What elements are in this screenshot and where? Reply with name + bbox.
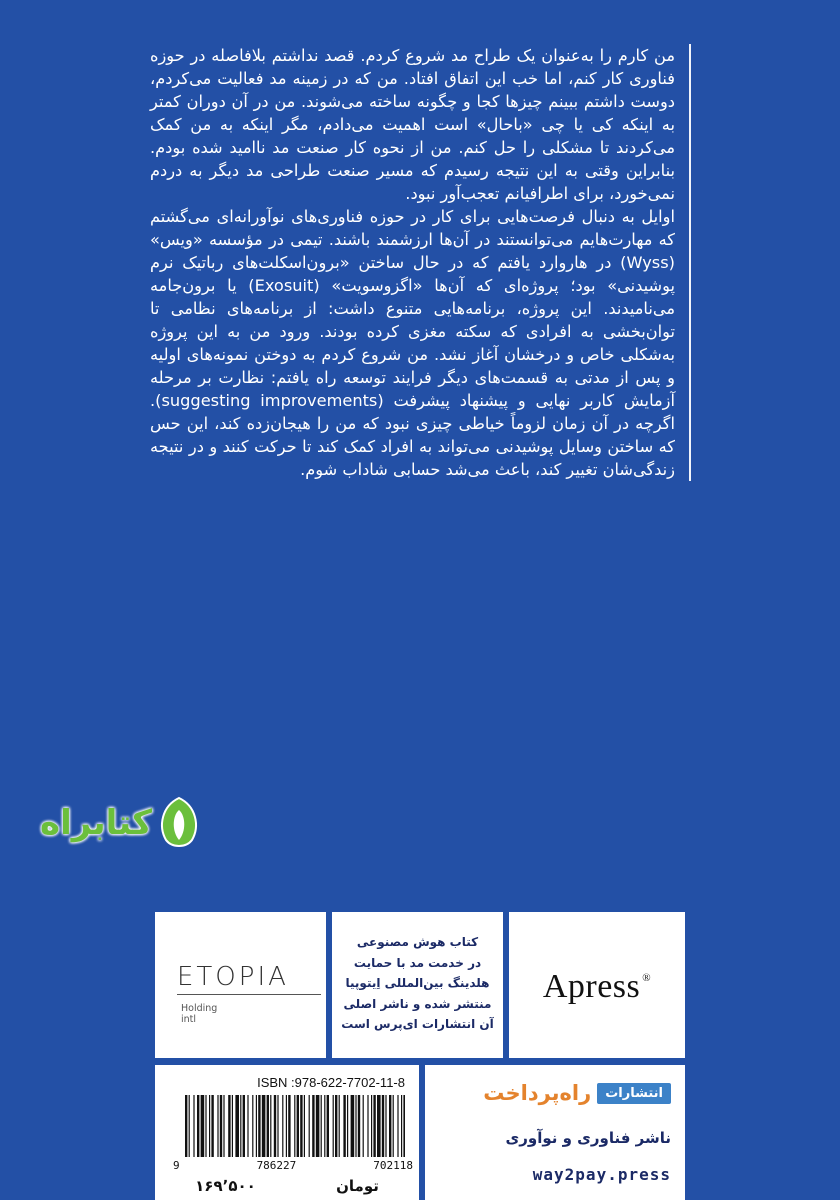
barcode-bar [247,1095,248,1157]
publisher-website: way2pay.press [532,1165,671,1184]
barcode-bar [333,1095,334,1157]
note-line: کتاب هوش مصنوعی [356,935,479,949]
back-cover-text [150,44,691,481]
barcode-bar [211,1095,213,1157]
barcode-bar [389,1095,391,1157]
barcode-bar [256,1095,257,1157]
note-line: آن انتشارات ای‌پرس است [341,1017,494,1031]
etopia-logo-box [155,912,326,1058]
barcode-bar [403,1095,405,1157]
barcode-bar [277,1095,278,1157]
barcode-bar [223,1095,224,1157]
barcode-bar [240,1095,241,1157]
barcode-bar [252,1095,253,1157]
barcode-bar [347,1095,348,1157]
publication-note-box [332,912,503,1058]
barcode-bar [312,1095,314,1157]
barcode-bar [232,1095,233,1157]
publisher-logo [483,1081,671,1105]
etopia-logo [177,962,317,1025]
currency-label: تومان [336,1177,379,1195]
barcode-bar [321,1095,322,1157]
barcode-bar [351,1095,355,1157]
isbn-box [155,1065,419,1200]
barcode-bar [258,1095,260,1157]
ketabrah-watermark [40,796,202,850]
barcode-bar [228,1095,230,1157]
barcode-bar [335,1095,337,1157]
etopia-wordmark: ETOPIA [177,962,289,992]
bottom-info-panel [155,912,685,1200]
barcode-bar [185,1095,187,1157]
publisher-name: راه‌پرداخت [483,1081,592,1105]
barcode-bar [324,1095,325,1157]
barcode-bar [288,1095,290,1157]
barcode-bar [343,1095,345,1157]
barcode-bar [339,1095,340,1157]
paragraph-1: من کارم را به‌عنوان یک طراح مد شروع کردم. قصد نداشتم بلافاصله در حوزه فناوری کار کنم، اما خب این اتفاق افتاد. من که در زمینه مد فعالیت می‌کردم، دوست داشتم ببینم چیزها کجا و چگونه ساخته می‌شوند. من در آن دوران کمتر به اینکه کی یا چی «باحال» است اهمیت می‌دادم، مگر اینکه به من کمک می‌کردند تا مشکلی را حل کنم. من از نحوه کار صنعت مد ناامید شده بودم. بنابراین وقتی به این نتیجه رسیدم که مسیر صنعت طراحی مد دیگر به دردم نمی‌خورد، برای اطرافیانم تعجب‌آور نبود. [150,46,675,203]
barcode-bar [209,1095,210,1157]
etopia-subtitle: Holding intl [181,1003,218,1025]
barcode-bar [220,1095,222,1157]
barcode-bar [385,1095,386,1157]
barcode-bar [235,1095,239,1157]
barcode-bar [267,1095,269,1157]
note-line: در خدمت مد با حمایت [353,955,482,970]
barcode-bar [304,1095,305,1157]
barcode-bar [294,1095,295,1157]
barcode-bar [282,1095,283,1157]
barcode-bar [355,1095,356,1157]
apress-logo-box [509,912,685,1058]
apress-logo: Apress ® [542,968,652,1005]
barcode-bar [371,1095,372,1157]
publisher-box [425,1065,685,1200]
paragraph-2: اوایل به دنبال فرصت‌هایی برای کار در حوزه فناوری‌های نوآورانه‌ای می‌گشتم که مهارت‌هایم می‌توانستند در آن‌ها ارزشمند باشند. تیمی در مؤسسه «ویس» (Wyss) در هاروارد یافتم که در حال ساختن «برون‌اسکلت‌های رباتیک نرم پوشیدنی» بود؛ پروژه‌ای که آن‌ها «اگزوسویت» (Exosuit) یا برون‌جامه می‌نامیدند. این پروژه، برنامه‌هایی متنوع داشت: از برنامه‌های نظامی تا توان‌بخشی به افرادی که سکته مغزی کرده بودند. ورود من به این پروژه به‌شکلی خاص و درخشان آغاز نشد. من شروع کردم به دوختن نمونه‌های اولیه و پس از مدتی به قسمت‌های دیگر فرایند توسعه راه یافتم: نظارت بر مرحله آزمایش کاربر نهایی و پیشنهاد پیشرفت (suggesting improvements). اگرچه در آن زمان لزوماً خیاطی چیزی نبود که من را هیجان‌زده کند، این حس که ساختن وسایل پوشیدنی می‌تواند به افراد کمک کند تا حرکت کنند و در نتیجه زندگی‌شان تغییر کند، باعث می‌شد حسابی شاداب شوم. [150,207,675,479]
publisher-badge: انتشارات [597,1083,671,1104]
barcode-bar [197,1095,199,1157]
barcode-bar [270,1095,271,1157]
note-line: هلدینگ بین‌المللی اِیتوپیا [345,976,490,990]
watermark-text: کتابراه [40,803,153,843]
barcode-bar [382,1095,384,1157]
note-line: منتشر شده و ناشر اصلی [343,996,492,1011]
barcode-bar [393,1095,394,1157]
barcode [185,1095,405,1157]
ketabrah-leaf-icon [156,796,202,850]
barcode-bar [373,1095,375,1157]
barcode-bar [377,1095,381,1157]
barcode-bar [262,1095,266,1157]
barcode-bar [327,1095,329,1157]
barcode-bar [193,1095,194,1157]
barcode-bar [300,1095,302,1157]
barcode-bar [243,1095,245,1157]
price-value: ۱۶۹٬۵۰۰ [195,1177,256,1195]
barcode-digits: 9 786227 702118 [173,1159,413,1172]
barcode-bar [286,1095,287,1157]
barcode-bar [397,1095,398,1157]
etopia-underline [177,994,321,995]
barcode-bar [297,1095,299,1157]
barcode-bar [201,1095,205,1157]
barcode-bar [274,1095,276,1157]
barcode-bar [363,1095,364,1157]
publisher-tagline: ناشر فناوری و نوآوری [505,1129,671,1147]
price-row [155,1177,419,1195]
barcode-bar [401,1095,402,1157]
barcode-bar [309,1095,310,1157]
barcode-bar [217,1095,218,1157]
barcode-bar [189,1095,190,1157]
barcode-bar [316,1095,320,1157]
barcode-bar [205,1095,206,1157]
barcode-bar [367,1095,368,1157]
isbn-label: ISBN :978-622-7702-11-8 [257,1075,405,1090]
barcode-bar [358,1095,360,1157]
publication-note [340,932,495,1035]
